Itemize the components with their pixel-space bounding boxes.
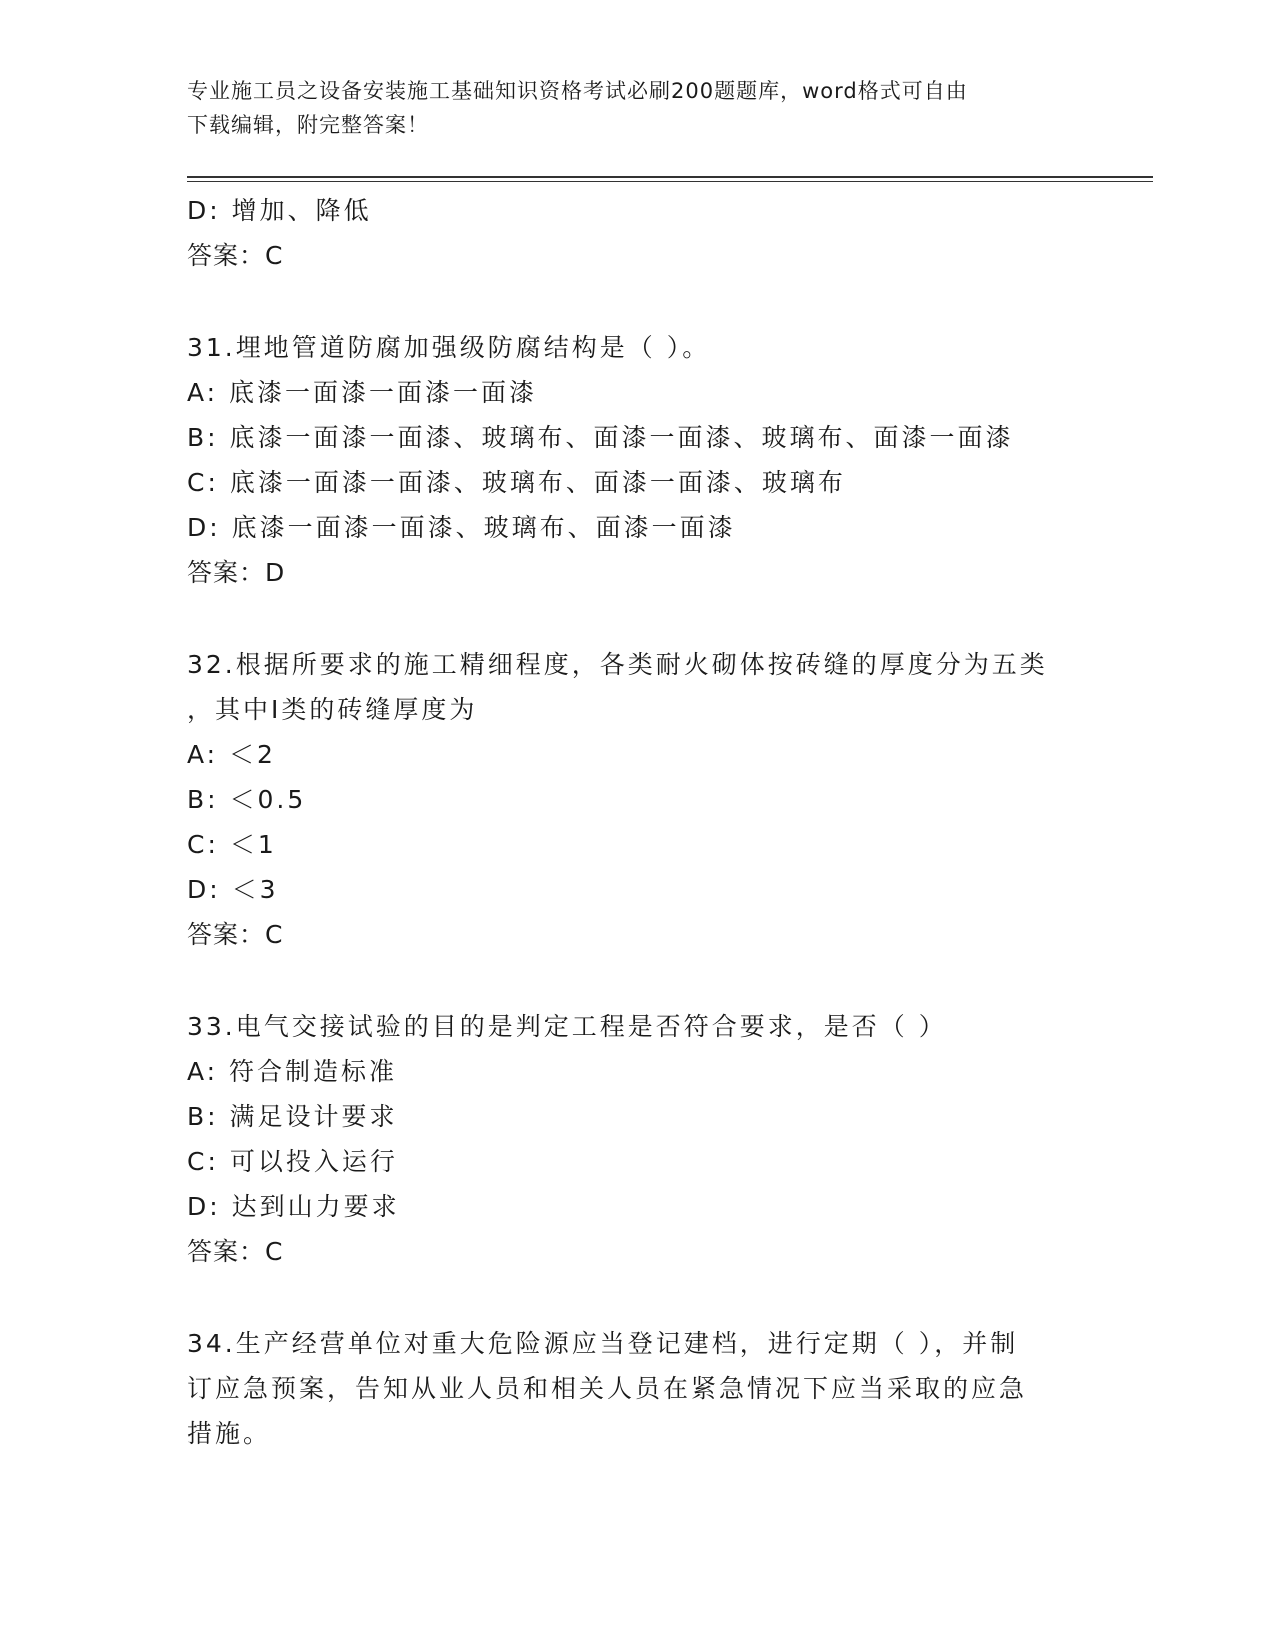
option-c: C: 可以投入运行 (187, 1147, 398, 1176)
spacer (187, 278, 1087, 325)
question-list (187, 188, 1087, 1456)
question-stem: 33.电气交接试验的目的是判定工程是否符合要求，是否（ ） (187, 1012, 947, 1041)
question-stem-line-2: 订应急预案，告知从业人员和相关人员在紧急情况下应当采取的应急 (187, 1374, 1028, 1403)
option-b: B: 底漆一面漆一面漆、玻璃布、面漆一面漆、玻璃布、面漆一面漆 (187, 423, 1014, 452)
header-divider-thick (187, 176, 1153, 178)
spacer (187, 1274, 1087, 1321)
question-stem-line-3: 措施。 (187, 1419, 272, 1448)
question-stem-line-1: 32.根据所要求的施工精细程度，各类耐火砌体按砖缝的厚度分为五类 (187, 650, 1048, 679)
question-stem (187, 1321, 1087, 1456)
option-a: A: ＜2 (187, 740, 276, 769)
option-b: B: 满足设计要求 (187, 1102, 398, 1131)
spacer (187, 595, 1087, 642)
question-31 (187, 325, 1087, 595)
answer-line: 答案：D (187, 558, 286, 587)
question-30 (187, 188, 1087, 278)
option-a: A: 符合制造标准 (187, 1057, 398, 1086)
page-header (187, 74, 1067, 142)
question-33 (187, 1004, 1087, 1274)
option-b: B: ＜0.5 (187, 785, 307, 814)
header-divider-thin (187, 181, 1153, 182)
header-title-line-2: 下载编辑，附完整答案！ (187, 113, 429, 137)
header-title-line-1: 专业施工员之设备安装施工基础知识资格考试必刷200题题库，word格式可自由 (187, 79, 968, 103)
question-stem (187, 642, 1087, 732)
answer-line: 答案：C (187, 1237, 284, 1266)
option-c: C: ＜1 (187, 830, 277, 859)
option-a: A: 底漆一面漆一面漆一面漆 (187, 378, 538, 407)
answer-line: 答案：C (187, 241, 284, 270)
option-d: D: 增加、降低 (187, 196, 372, 225)
option-c: C: 底漆一面漆一面漆、玻璃布、面漆一面漆、玻璃布 (187, 468, 846, 497)
question-stem: 31.埋地管道防腐加强级防腐结构是（ ）。 (187, 333, 711, 362)
spacer (187, 957, 1087, 1004)
question-stem-line-2: ，其中Ⅰ类的砖缝厚度为 (187, 695, 478, 724)
option-d: D: 底漆一面漆一面漆、玻璃布、面漆一面漆 (187, 513, 736, 542)
question-stem-line-1: 34.生产经营单位对重大危险源应当登记建档，进行定期（ ），并制 (187, 1329, 1019, 1358)
answer-line: 答案：C (187, 920, 284, 949)
option-d: D: 达到山力要求 (187, 1192, 400, 1221)
question-32 (187, 642, 1087, 957)
question-34 (187, 1321, 1087, 1456)
option-d: D: ＜3 (187, 875, 279, 904)
